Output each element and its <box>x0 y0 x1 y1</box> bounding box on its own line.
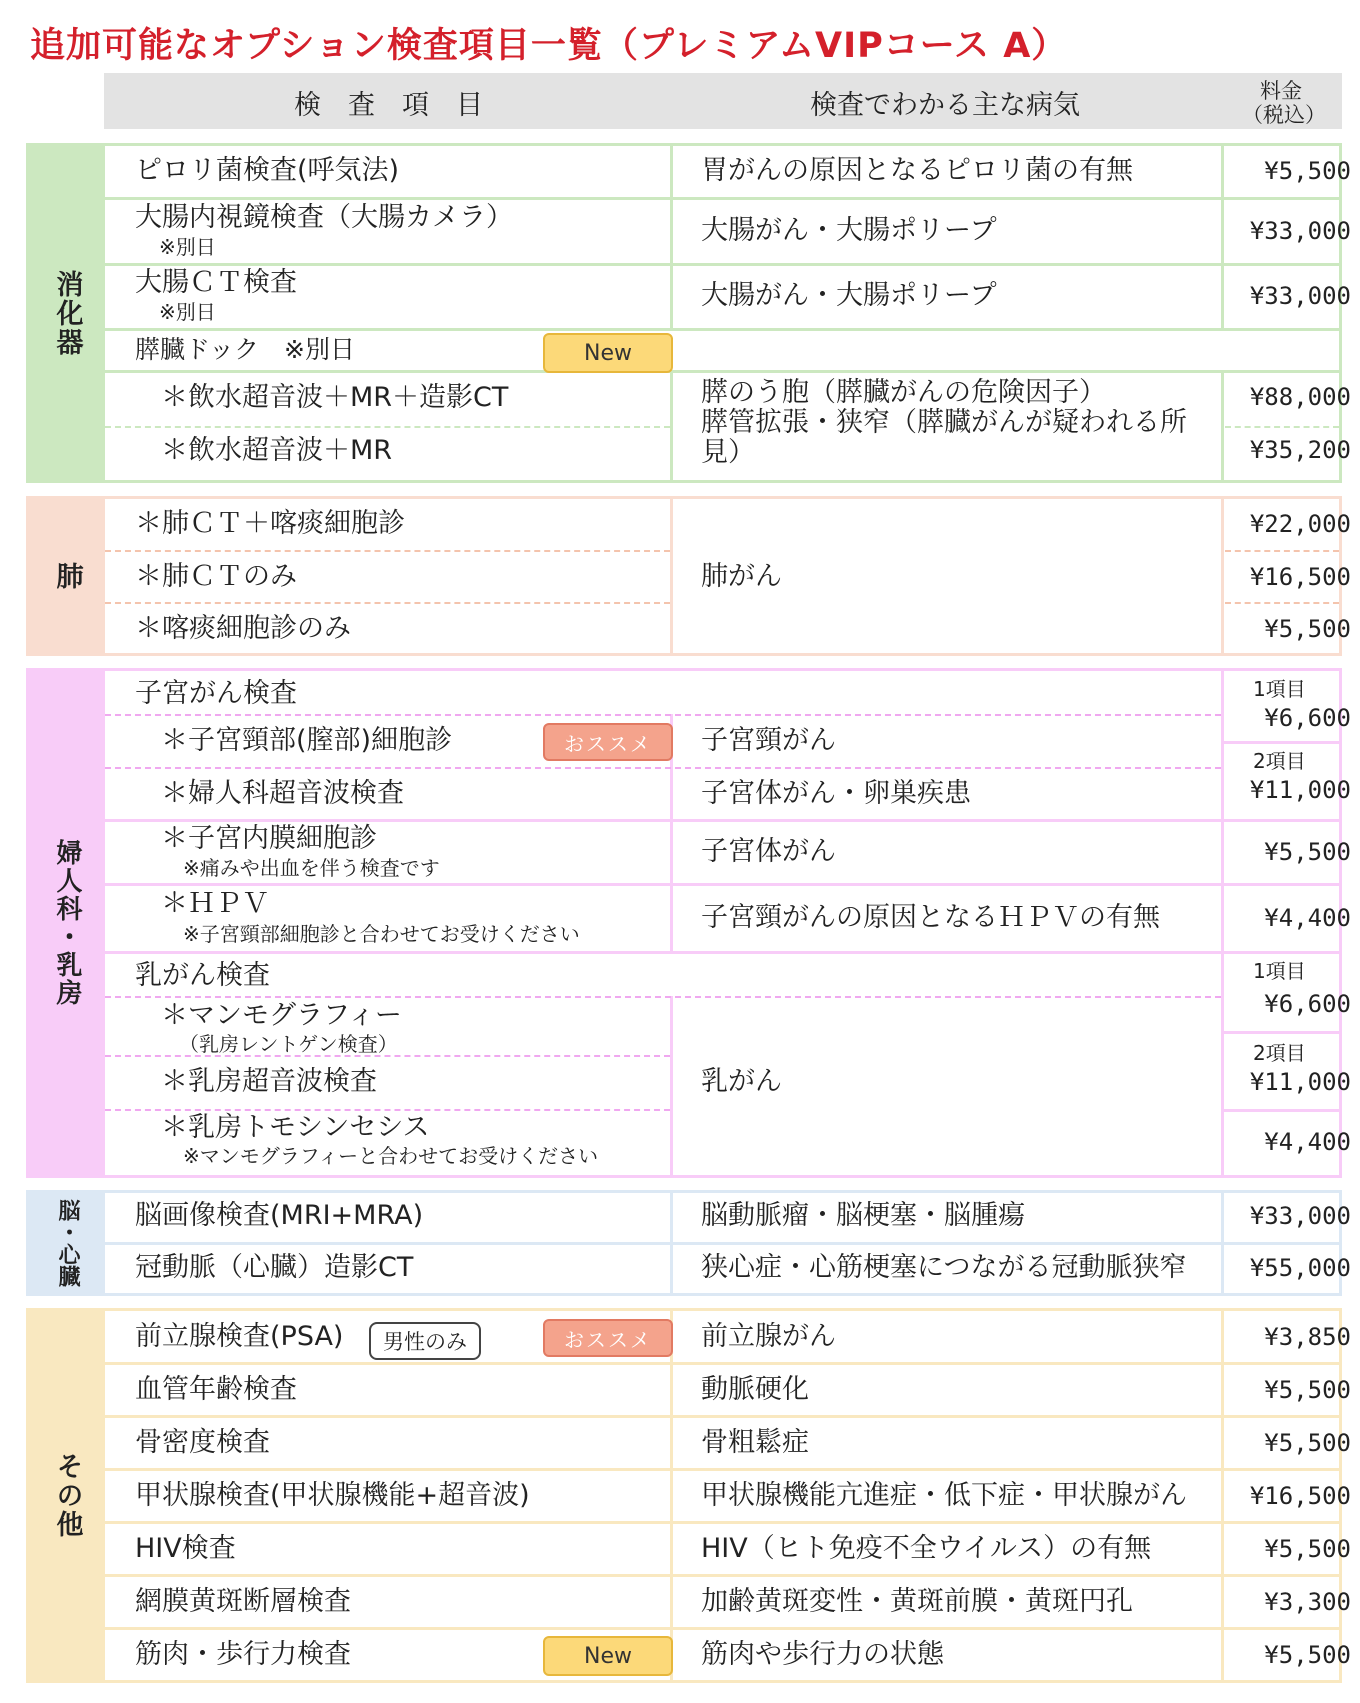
price-brain-mri: ¥33,000 <box>1249 1202 1351 1230</box>
table-body <box>105 499 1351 653</box>
table-body <box>105 1193 1351 1293</box>
item-colon-ct: 大腸ＣＴ検査 <box>135 267 297 298</box>
row-divider <box>1225 426 1339 428</box>
item-retina: 網膜黄斑断層検査 <box>135 1586 351 1617</box>
section-label: 肺 <box>51 561 83 591</box>
note-colon-ct: ※別日 <box>159 300 216 324</box>
price-thyroid: ¥16,500 <box>1249 1482 1351 1510</box>
uterus-price-1: ¥6,600 <box>1264 704 1351 732</box>
item-hpv: ＊ＨＰＶ <box>161 888 269 919</box>
header-price-2: （税込） <box>1242 103 1326 127</box>
disease-lung: 肺がん <box>701 561 782 592</box>
note-mammography: （乳房レントゲン検査） <box>179 1032 398 1056</box>
price-hiv: ¥5,500 <box>1264 1535 1351 1563</box>
row-divider <box>1221 1109 1339 1112</box>
page-title: 追加可能なオプション検査項目一覧（プレミアムVIPコース A） <box>30 26 1068 66</box>
disease-hpv: 子宮頸がんの原因となるＨＰＶの有無 <box>701 902 1160 933</box>
note-hpv: ※子宮頸部細胞診と合わせてお受けください <box>183 922 580 946</box>
price-muscle: ¥5,500 <box>1264 1641 1351 1669</box>
row-divider <box>105 263 1339 266</box>
section-label: その他 <box>51 1452 83 1539</box>
item-vascular-age: 血管年齢検査 <box>135 1374 297 1405</box>
item-coronary-ct: 冠動脈（心臓）造影CT <box>135 1252 414 1283</box>
row-divider <box>105 1574 1339 1577</box>
row-divider <box>105 1627 1339 1630</box>
row-divider <box>105 1521 1339 1524</box>
disease-coronary-ct: 狭心症・心筋梗塞につながる冠動脈狭窄 <box>701 1252 1187 1283</box>
price-hpv: ¥4,400 <box>1264 904 1351 932</box>
disease-pylori: 胃がんの原因となるピロリ菌の有無 <box>701 155 1133 186</box>
row-divider <box>1225 550 1339 552</box>
row-divider <box>105 1468 1339 1471</box>
row-divider <box>105 426 670 428</box>
col-divider <box>670 372 673 480</box>
price-coronary-ct: ¥55,000 <box>1249 1254 1351 1282</box>
table-body <box>105 671 1351 1175</box>
price-colonoscopy: ¥33,000 <box>1249 217 1351 245</box>
row-divider <box>105 883 1339 886</box>
section-label: 脳・心臓 <box>55 1199 80 1287</box>
item-pancreas-mr: ＊飲水超音波＋MR <box>161 435 393 466</box>
disease-colonoscopy: 大腸がん・大腸ポリープ <box>701 215 997 246</box>
uterus-title: 子宮がん検査 <box>135 678 297 709</box>
price-pylori: ¥5,500 <box>1264 157 1351 185</box>
col-divider <box>670 1311 673 1680</box>
row-divider <box>105 951 1339 954</box>
breast-count-1: 1項目 <box>1253 959 1306 983</box>
price-lung-ct: ¥16,500 <box>1249 563 1351 591</box>
row-divider <box>105 1242 1339 1245</box>
section-digestive <box>26 143 1351 483</box>
price-pancreas-full: ¥88,000 <box>1249 383 1351 411</box>
section-gynecology <box>26 668 1351 1178</box>
disease-retina: 加齢黄斑変性・黄斑前膜・黄斑円孔 <box>701 1586 1133 1617</box>
price-lung-ct-sputum: ¥22,000 <box>1249 510 1351 538</box>
row-divider <box>1221 741 1339 744</box>
row-divider <box>105 328 1339 331</box>
item-mammography: ＊マンモグラフィー <box>161 1000 402 1031</box>
breast-title: 乳がん検査 <box>135 960 270 991</box>
header-price-1: 料金 <box>1260 79 1302 103</box>
uterus-price-2: ¥11,000 <box>1249 776 1351 804</box>
breast-price-2: ¥11,000 <box>1249 1068 1351 1096</box>
note-colonoscopy: ※別日 <box>159 235 216 259</box>
row-divider <box>105 767 1221 769</box>
item-pylori: ピロリ菌検査(呼気法) <box>135 155 400 186</box>
row-divider <box>105 996 1221 998</box>
disease-vascular-age: 動脈硬化 <box>701 1374 809 1405</box>
disease-psa: 前立腺がん <box>701 1321 836 1352</box>
table-body <box>105 1311 1351 1680</box>
item-tomosynthesis: ＊乳房トモシンセシス <box>161 1112 430 1143</box>
table-body <box>105 146 1351 480</box>
disease-pancreas: 膵のう胞（膵臓がんの危険因子） 膵管拡張・狭窄（膵臓がんが疑われる所見） <box>701 377 1187 469</box>
item-sputum: ＊喀痰細胞診のみ <box>135 613 351 644</box>
uterus-count-2: 2項目 <box>1253 749 1306 773</box>
new-badge: New <box>543 1636 673 1676</box>
price-psa: ¥3,850 <box>1264 1323 1351 1351</box>
row-divider <box>105 1109 670 1111</box>
section-label: 消化器 <box>51 269 83 357</box>
item-bone-density: 骨密度検査 <box>135 1427 270 1458</box>
note-endometrial: ※痛みや出血を伴う検査です <box>183 856 440 880</box>
disease-cervical: 子宮頸がん <box>701 725 836 756</box>
col-divider <box>670 499 673 653</box>
item-endometrial: ＊子宮内膜細胞診 <box>161 823 377 854</box>
uterus-count-1: 1項目 <box>1253 677 1306 701</box>
note-tomosynthesis: ※マンモグラフィーと合わせてお受けください <box>183 1144 599 1168</box>
price-endometrial: ¥5,500 <box>1264 838 1351 866</box>
male-only-bubble: 男性のみ <box>369 1322 481 1360</box>
item-gyne-ultrasound: ＊婦人科超音波検査 <box>161 778 404 809</box>
section-other <box>26 1308 1351 1683</box>
item-psa: 前立腺検査(PSA) <box>135 1321 344 1352</box>
row-divider <box>105 714 1221 716</box>
row-divider <box>105 1362 1339 1365</box>
price-bone-density: ¥5,500 <box>1264 1429 1351 1457</box>
col-divider <box>670 146 673 330</box>
row-divider <box>105 550 670 552</box>
disease-muscle: 筋肉や歩行力の状態 <box>701 1639 944 1670</box>
disease-breast: 乳がん <box>701 1066 782 1097</box>
item-lung-ct-sputum: ＊肺ＣＴ＋喀痰細胞診 <box>135 508 405 539</box>
row-divider <box>105 602 670 604</box>
price-sputum: ¥5,500 <box>1264 615 1351 643</box>
header-disease: 検査でわかる主な病気 <box>810 90 1080 121</box>
price-colon-ct: ¥33,000 <box>1249 282 1351 310</box>
section-label: 婦人科・乳房 <box>52 839 82 1007</box>
section-lung <box>26 496 1351 656</box>
item-breast-ultrasound: ＊乳房超音波検査 <box>161 1066 377 1097</box>
disease-colon-ct: 大腸がん・大腸ポリープ <box>701 280 997 311</box>
header-item: 検 査 項 目 <box>294 90 483 121</box>
price-vascular-age: ¥5,500 <box>1264 1376 1351 1404</box>
item-brain-mri: 脳画像検査(MRI+MRA) <box>135 1200 424 1231</box>
new-badge: New <box>543 333 673 373</box>
item-thyroid: 甲状腺検査(甲状腺機能+超音波) <box>135 1480 530 1511</box>
item-hiv: HIV検査 <box>135 1533 236 1564</box>
row-divider <box>105 370 1339 373</box>
breast-count-2: 2項目 <box>1253 1041 1306 1065</box>
disease-hiv: HIV（ヒト免疫不全ウイルス）の有無 <box>701 1533 1152 1564</box>
item-cervical: ＊子宮頸部(膣部)細胞診 <box>161 725 453 756</box>
recommend-badge: おススメ <box>543 723 673 761</box>
price-pancreas-mr: ¥35,200 <box>1249 436 1351 464</box>
col-divider <box>670 996 673 1175</box>
breast-price-1: ¥6,600 <box>1264 990 1351 1018</box>
item-lung-ct: ＊肺ＣＴのみ <box>135 561 297 592</box>
item-pancreas-dock: 膵臓ドック ※別日 <box>135 335 355 364</box>
item-muscle: 筋肉・歩行力検査 <box>135 1639 351 1670</box>
row-divider <box>105 197 1339 200</box>
price-tomosynthesis: ¥4,400 <box>1264 1128 1351 1156</box>
row-divider <box>1221 1031 1339 1034</box>
recommend-badge: おススメ <box>543 1319 673 1357</box>
row-divider <box>105 1415 1339 1418</box>
disease-bone-density: 骨粗鬆症 <box>701 1427 809 1458</box>
item-pancreas-full: ＊飲水超音波＋MR＋造影CT <box>161 382 509 413</box>
disease-endometrial: 子宮体がん <box>701 836 836 867</box>
table-header <box>104 73 1342 129</box>
disease-brain-mri: 脳動脈瘤・脳梗塞・脳腫瘍 <box>701 1200 1025 1231</box>
disease-gyne-ultrasound: 子宮体がん・卵巣疾患 <box>701 778 971 809</box>
row-divider <box>105 819 1339 822</box>
row-divider <box>1225 602 1339 604</box>
price-retina: ¥3,300 <box>1264 1588 1351 1616</box>
disease-thyroid: 甲状腺機能亢進症・低下症・甲状腺がん <box>701 1480 1187 1511</box>
section-brain-heart <box>26 1190 1351 1296</box>
item-colonoscopy: 大腸内視鏡検査（大腸カメラ） <box>135 202 513 233</box>
